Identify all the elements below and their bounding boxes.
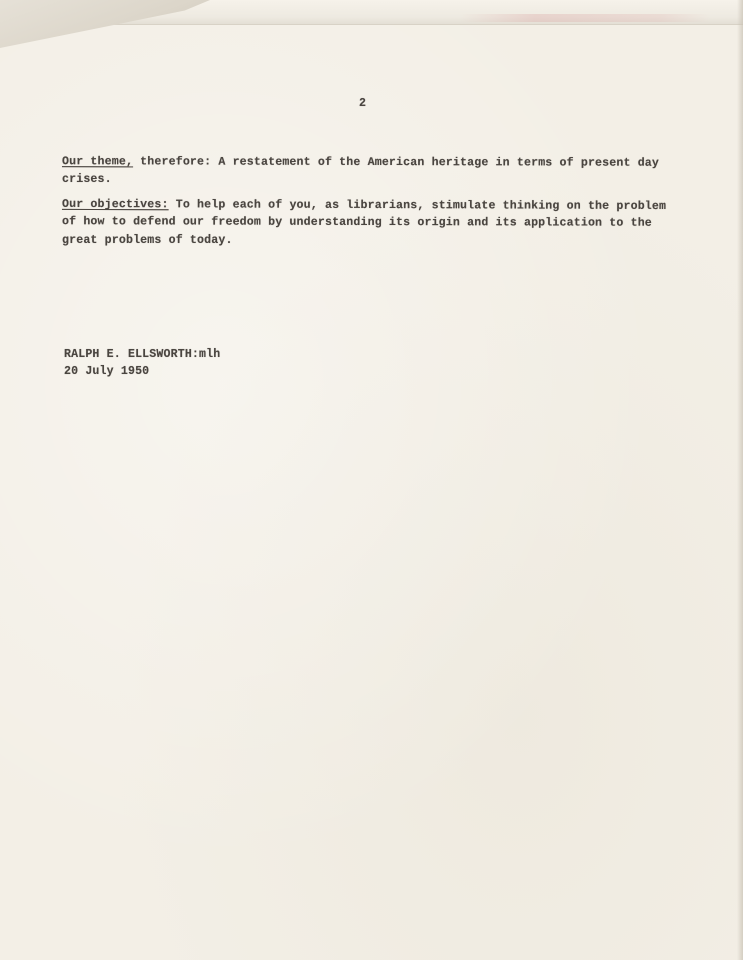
objectives-text: To help each of you, as librarians, stimulate thinking on the problem: [168, 198, 667, 214]
objectives-label: Our objectives:: [61, 197, 169, 212]
theme-statement-line-1: [62, 154, 692, 171]
objectives-line-1: [62, 197, 692, 214]
theme-text: therefore: A restatement of the American heritage in terms of present day: [133, 155, 660, 170]
paper-right-edge: [737, 0, 743, 960]
theme-label: Our theme,: [61, 155, 134, 169]
author-initials: RALPH E. ELLSWORTH:mlh: [64, 348, 221, 361]
objectives-line-2: of how to defend our freedom by understanding its origin and its application to the: [61, 215, 652, 230]
objectives-line-3: great problems of today.: [62, 234, 233, 247]
faded-stamp-mark: [460, 14, 710, 22]
page-number: 2: [359, 97, 367, 110]
theme-statement-line-2: crises.: [62, 173, 112, 186]
document-date: 20 July 1950: [64, 365, 150, 378]
